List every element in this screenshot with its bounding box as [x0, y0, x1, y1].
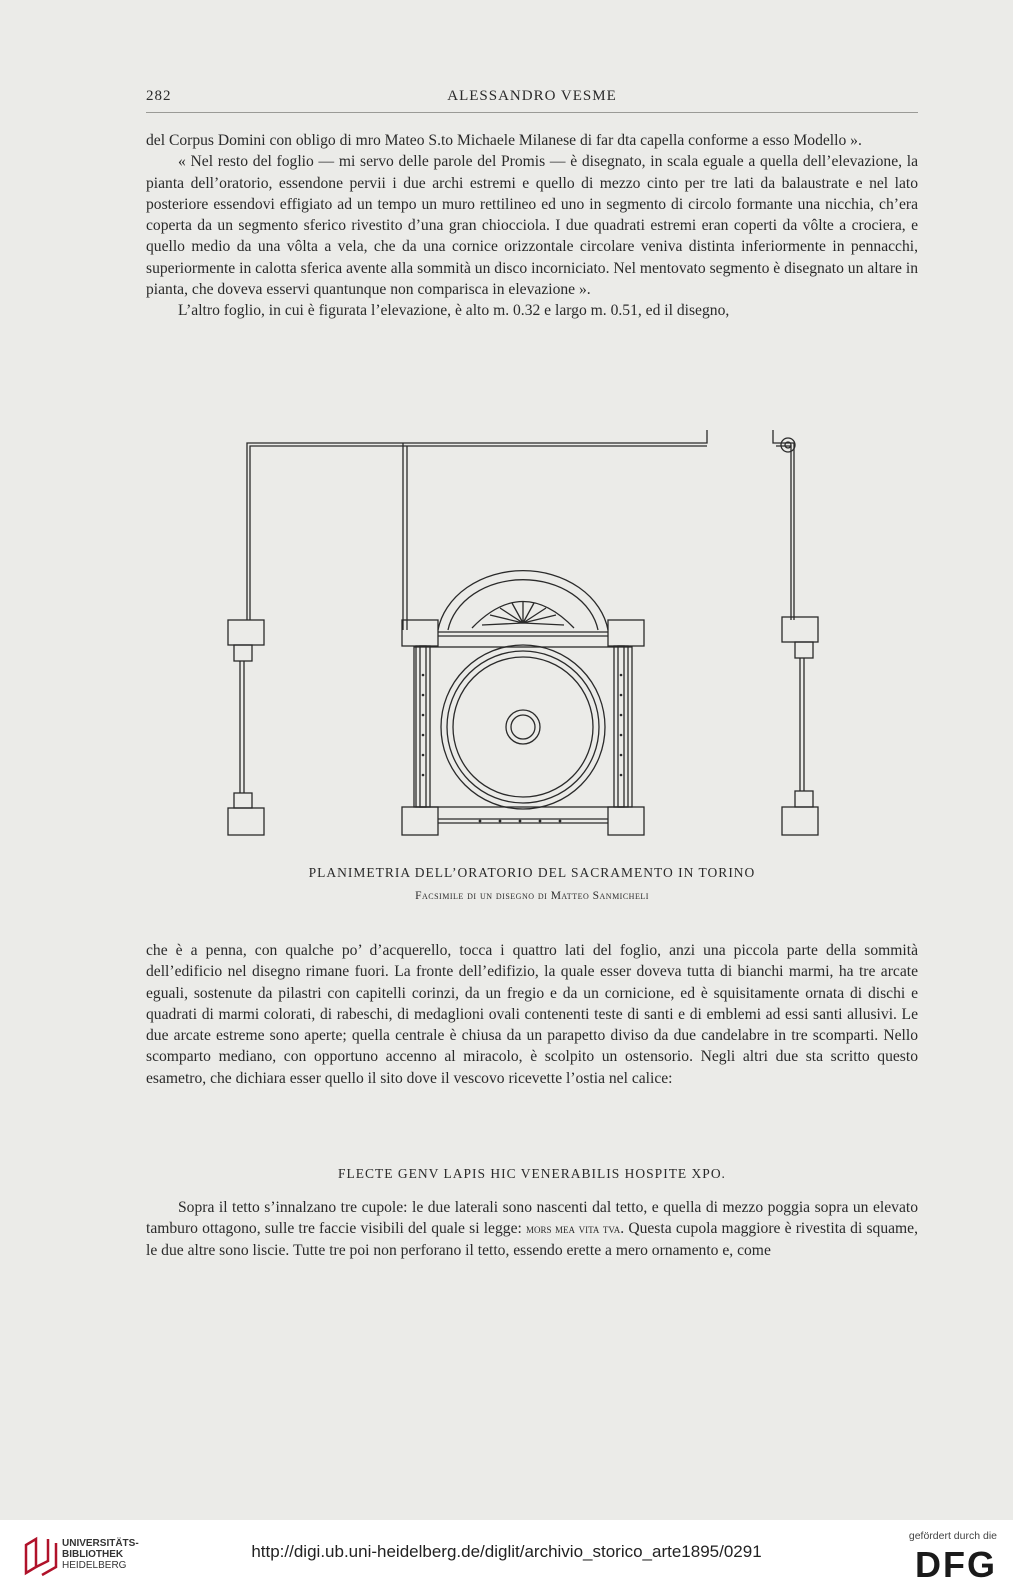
paragraph: del Corpus Domini con obligo di mro Mateo S.to Michaele Milanese di far dta capella conforme a esso Modello ». — [146, 132, 862, 149]
floor-plan-drawing — [220, 425, 840, 855]
motto: mors mea vita tva — [526, 1221, 621, 1237]
paragraph — [146, 1197, 918, 1261]
paragraph-part: . Questa cupola maggiore è rivestita di squame, le due altre sono liscie. Tutte tre poi non perforano il tetto, essendo erette a mero ornamento e, come — [146, 1220, 918, 1259]
dfg-logo[interactable]: DFG — [915, 1544, 997, 1585]
inscription: FLECTE GENV LAPIS HIC VENERABILIS HOSPITE XPO. — [338, 1166, 726, 1181]
running-head — [146, 88, 918, 113]
source-url-link[interactable]: http://digi.ub.uni-heidelberg.de/diglit/archivio_storico_arte1895/0291 — [251, 1542, 762, 1561]
figure-caption-subtitle: Facsimile di un disegno di Matteo Sanmicheli — [415, 890, 649, 902]
library-line: HEIDELBERG — [62, 1560, 127, 1571]
footer-bar — [0, 1520, 1013, 1591]
running-title: ALESSANDRO VESME — [447, 88, 617, 104]
figure-caption-title: PLANIMETRIA DELL’ORATORIO DEL SACRAMENTO IN TORINO — [308, 865, 756, 880]
text-top — [146, 130, 918, 322]
paragraph: L’altro foglio, in cui è figurata l’elevazione, è alto m. 0.32 e largo m. 0.51, ed il disegno, — [178, 302, 730, 320]
paragraph: che è a penna, con qualche po’ d’acquerello, tocca i quattro lati del foglio, anzi una piccola parte della sommità dell’edificio nel disegno rimane fuori. La fronte dell’edifizio, la quale esser doveva tutta di bianchi marmi, ha tre arcate eguali, sostenute da pilastri con capitelli corinzi, da un fregio e da un cornicione, ed è squisitamente ornata di dischi e quadrati di marmi colorati, di rabeschi, di medaglioni ovali contenenti teste di santi e di emblemi ad essi santi allusivi. Le due arcate estreme sono aperte; quella centrale è chiusa da un parapetto diviso da due candelabre in tre scomparti. Nello scomparto mediano, con opportuno accenno al miracolo, è scolpito un ostensorio. Negli altri due sta scritto questo esametro, che dichiara esser quello il sito dove il vescovo ricevette l’ostia nel calice: — [146, 942, 918, 1087]
page-number: 282 — [146, 88, 172, 104]
paragraph: « Nel resto del foglio — mi servo delle parole del Promis — è disegnato, in scala eguale a quella dell’elevazione, la pianta dell’oratorio, essendone pervii i due archi estremi e quello di mezzo cinto per tre lati da balaustrate e nel lato posteriore essendovi effigiato ad un tempo un muro rettilineo ed uno in segmento di circolo formante una nicchia, ch’era coperta da un segmento sferico rivestito d’una gran chiocciola. I due quadrati estremi eran coperti da vôlte a crociera, e quello medio da una vôlta a vela, che da una cornice orizzontale circolare veniva distinta inferiormente in pennacchi, superiormente in calotta sferica avente alla sommità un disco incorniciato. Nel mentovato segmento è disegnato un altare in pianta, che doveva esservi quantunque non comparisca in elevazione ». — [146, 153, 918, 299]
text-bottom — [146, 1197, 918, 1261]
library-line: BIBLIOTHEK — [62, 1549, 124, 1560]
floor-plan-figure — [220, 425, 840, 855]
paragraph-part: Sopra il tetto s’innalzano tre cupole: le due laterali sono nascenti dal tetto, e quella di mezzo poggia sopra un elevato tamburo ottagono, sulle tre faccie visibili del quale si legge: — [146, 1199, 918, 1238]
funding-label: gefördert durch die — [908, 1530, 997, 1542]
library-line: UNIVERSITÄTS- — [62, 1538, 139, 1549]
text-middle — [146, 940, 918, 1089]
